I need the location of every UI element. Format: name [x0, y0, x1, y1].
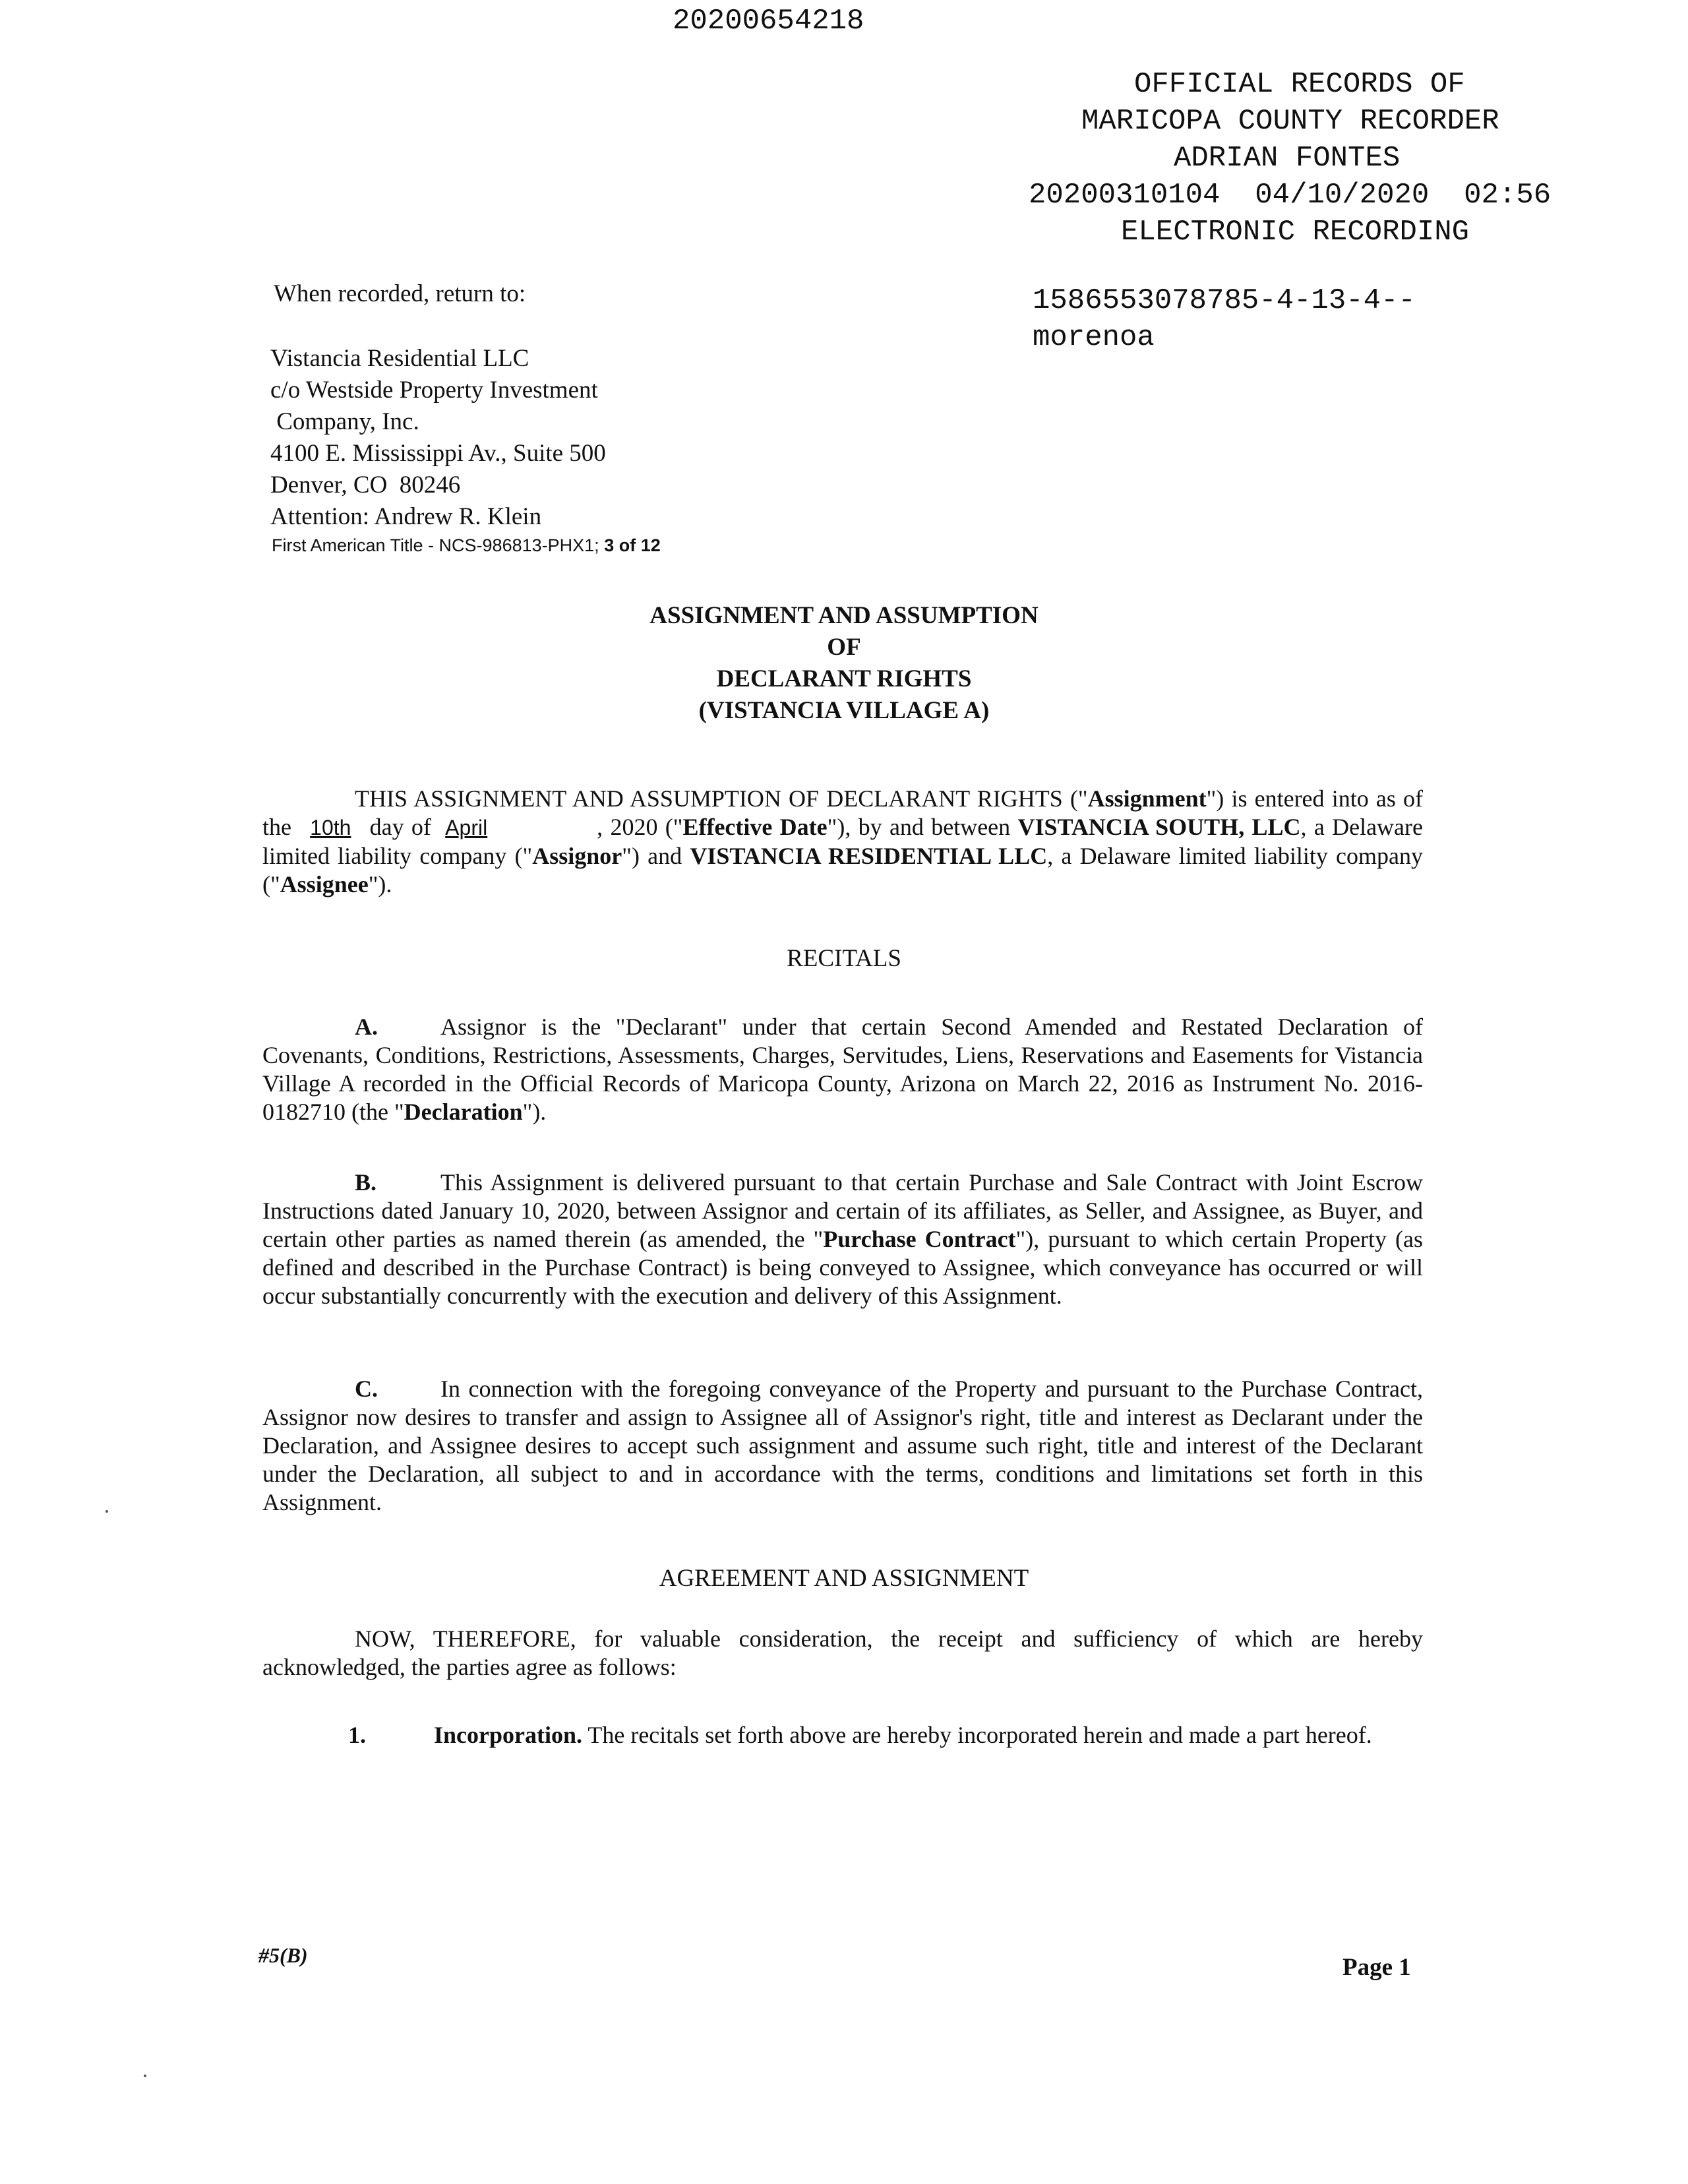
title-reference-pages: 3 of 12 — [604, 535, 661, 555]
return-address-line: Company, Inc. — [270, 408, 419, 435]
title-reference-text: First American Title - NCS-986813-PHX1; — [272, 535, 599, 555]
page-number: Page 1 — [1342, 1954, 1411, 1981]
section-1-heading: Incorporation. — [434, 1722, 582, 1748]
now-therefore-text: NOW, THEREFORE, for valuable consideration, the receipt and sufficiency of which are hereby acknowledged, the parties agree as follows: — [262, 1625, 1423, 1680]
intro-text: "), by and between — [827, 814, 1018, 840]
return-to-label: When recorded, return to: — [274, 280, 526, 307]
intro-text: , 2020 (" — [597, 814, 683, 840]
recorder-line-fee-date: 20200310104 04/10/2020 02:56 — [1029, 179, 1552, 212]
defined-term-assignee: Assignee — [280, 871, 369, 897]
recital-b-text: "), pursuant to which certain Property (as defined and described in the Purchase Contract) is being conveyed to Assignee, which conveyance has occurred or will occur substantially concurrently with the execution and delivery of this Assignment. — [262, 1226, 1424, 1309]
now-therefore-paragraph — [262, 1625, 1423, 1682]
submission-user: morenoa — [1033, 321, 1155, 354]
defined-term-assignment: Assignment — [1087, 785, 1207, 812]
return-address-line: 4100 E. Mississippi Av., Suite 500 — [270, 440, 606, 467]
document-number: 20200654218 — [673, 5, 864, 38]
recital-a — [262, 1013, 1423, 1126]
defined-term-declaration: Declaration — [404, 1099, 523, 1125]
scan-speck — [144, 2075, 146, 2077]
intro-text: ") and — [622, 843, 690, 869]
recorder-line-county: MARICOPA COUNTY RECORDER — [1081, 105, 1499, 138]
section-1-text: The recitals set forth above are hereby incorporated herein and made a part hereof. — [588, 1722, 1372, 1748]
defined-term-assignor: Assignor — [532, 843, 622, 869]
recital-b-text: This Assignment is delivered pursuant to that certain Purchase and Sale Contract with Joint Escrow Instructions dated January 10, 2020, between Assignor and certain of its affiliates, as Seller, and Assignee, as Buyer, and certain other parties as named therein (as amended, the " — [262, 1169, 1423, 1252]
title-line-1: ASSIGNMENT AND ASSUMPTION — [649, 602, 1039, 629]
recital-c-text: In connection with the foregoing conveyance of the Property and pursuant to the Purchase Contract, Assignor now desires to transfer and assign to Assignee all of Assignor's right, title and interest as Declarant under the Declaration, and Assignee desires to accept such assignment and assume such right, title and interest of the Declarant under the Declaration, all subject to and in accordance with the terms, conditions and limitations set forth in this Assignment. — [262, 1376, 1423, 1515]
return-address-block — [270, 343, 606, 533]
agreement-heading: AGREEMENT AND ASSIGNMENT — [659, 1565, 1029, 1592]
title-line-2: OF — [827, 634, 861, 661]
submission-id: 1586553078785-4-13-4-- — [1033, 284, 1416, 317]
month-blank: April — [445, 816, 488, 839]
recital-c — [262, 1375, 1423, 1517]
recital-c-marker: C. — [355, 1376, 378, 1402]
document-title — [0, 600, 1688, 727]
recital-a-text: Assignor is the "Declarant" under that certain Second Amended and Restated Declaration of Covenants, Conditions, Restrictions, Assessments, Charges, Servitudes, Liens, Reservations and Easements for Vistancia Village A recorded in the Official Records of Maricopa County, Arizona on March 22, 2016 as Instrument No. 2016-0182710 (the " — [262, 1014, 1423, 1125]
recorder-stamp — [1015, 66, 1622, 251]
recital-a-text: "). — [522, 1099, 547, 1125]
intro-text: , a Delaware limited liability company (" — [262, 843, 1423, 897]
title-line-3: DECLARANT RIGHTS — [716, 665, 972, 692]
recorder-line-electronic: ELECTRONIC RECORDING — [1121, 216, 1470, 249]
intro-paragraph — [262, 785, 1423, 899]
intro-text: "). — [368, 871, 392, 897]
return-address-line: Denver, CO 80246 — [270, 471, 461, 499]
intro-text: THIS ASSIGNMENT AND ASSUMPTION OF DECLARANT RIGHTS (" — [355, 785, 1088, 812]
footer-document-code: #5(B) — [258, 1943, 308, 1967]
party-assignor-name: VISTANCIA SOUTH, LLC — [1017, 814, 1301, 840]
recorder-line-official-records: OFFICIAL RECORDS OF — [1134, 68, 1465, 101]
day-blank: 10th — [310, 816, 351, 839]
return-address-line: c/o Westside Property Investment — [270, 377, 598, 404]
defined-term-effective-date: Effective Date — [682, 814, 828, 840]
section-1 — [262, 1721, 1423, 1749]
return-address-line: Vistancia Residential LLC — [270, 345, 529, 372]
party-assignee-name: VISTANCIA RESIDENTIAL LLC — [690, 843, 1048, 869]
title-company-reference — [272, 535, 661, 556]
scan-speck — [106, 1510, 108, 1513]
intro-text: ") is entered into as of the — [262, 785, 1423, 840]
recital-a-marker: A. — [355, 1014, 378, 1040]
defined-term-purchase-contract: Purchase Contract — [823, 1226, 1016, 1252]
recital-b-marker: B. — [355, 1169, 377, 1196]
intro-text: day of — [362, 814, 439, 840]
title-line-4: (VISTANCIA VILLAGE A) — [698, 697, 990, 724]
section-1-number: 1. — [348, 1722, 366, 1748]
recitals-heading: RECITALS — [787, 945, 901, 972]
recital-b — [262, 1168, 1423, 1310]
recorder-line-name: ADRIAN FONTES — [1174, 142, 1401, 175]
intro-text: , a Delaware limited liability company (" — [262, 814, 1423, 869]
return-address-line: Attention: Andrew R. Klein — [270, 503, 542, 530]
